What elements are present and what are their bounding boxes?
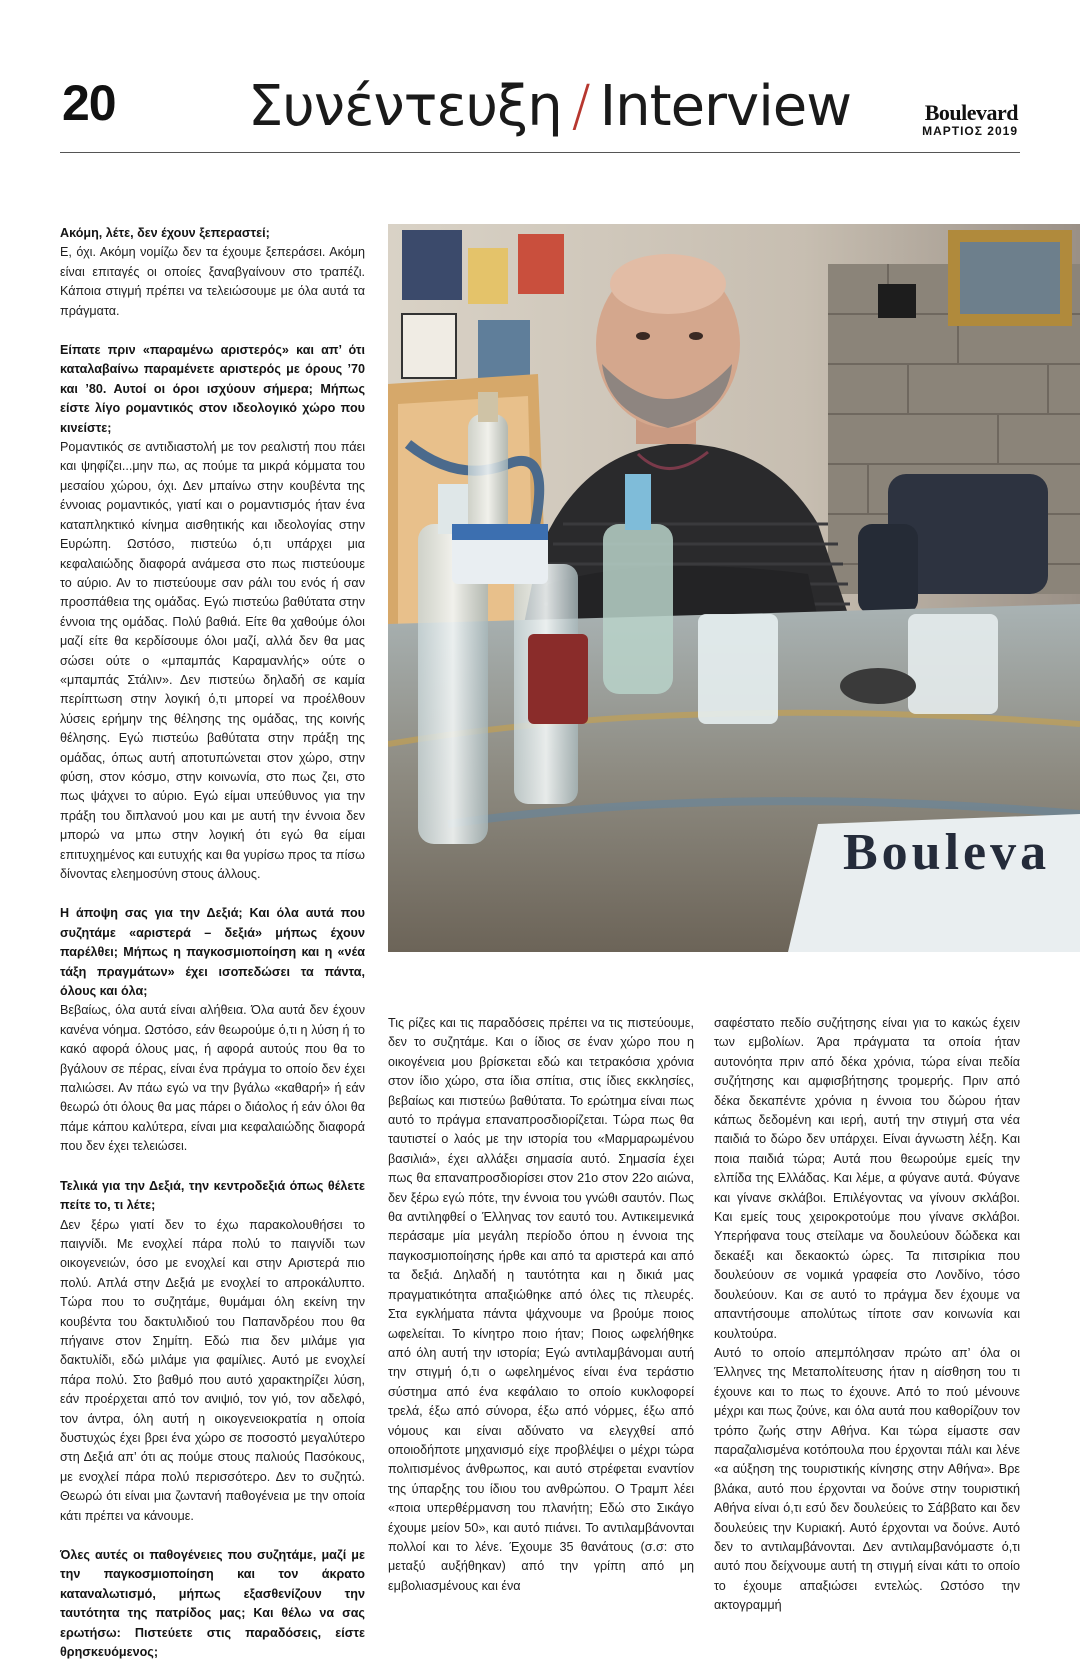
interview-question: Είπατε πριν «παραμένω αριστερός» και απ’ ότι καταλαβαίνω παραμένετε αριστερός με όρους ’70 και ’80. Αυτοί οι όροι ισχύουν σήμερα; Μήπως είστε λίγο ρομαντικός στον ιδεολογικό χώρο που κινείστε; [60,343,365,435]
interview-answer: Ρομαντικός σε αντιδιαστολή με τον ρεαλιστή που πάει και ψηφίζει...μην πω, ας πούμε τα μικρά κόμματα του μεσαίου χώρου, όχι. Δεν μπαίνω στην κουβέντα της έννοιας ρομαντικός, γιατί και ο ρομαντισμός ήταν ένα καταπληκτικό κίνημα αισθητικής και ιδεολογίας στην Ευρώπη. Ωστόσο, πιστεύω ό,τι υπάρχει μια κεφαλαιώδης διαφορά ανάμεσα στο πως πιστεύουμε το αύριο. Αν το πιστεύουμε σαν ράλι του ενός ή σαν προσπάθεια της ομάδας. Εγώ πιστεύω βαθύτατα στην έννοια της ομάδας. Πολύ βαθιά. Είτε θα χαθούμε όλοι μαζί είτε θα κερδίσουμε όλοι μαζί, αλλά δεν θα μας σώσει ούτε ο «μπαμπάς Καραμανλής» ούτε ο «μπαμπάς Στάλιν». Δεν πιστεύω δηλαδή σε καμία περίπτωση στην λογική ό,τι μπορεί να προέλθουν λύσεις ερήμην της θέλησης της ομάδας, της κοινής θέλησης. Εγώ πιστεύω βαθύτατα στην πράξη της ομάδας, όπως αυτή αποτυπώνεται στον χώρο, στην φύση, στον κόσμο, στην κοινωνία, στο πως ζει, στο πως ψάχνει το αύριο. Εγώ είμαι υπεύθυνος για την πράξη του διπλανού μου και με αυτή την έννοια δεν μπορώ να μπω στην λογική ότι εγώ θα είμαι επιτυχημένος και ευτυχής και θα γυρίσω προς τα πίσω δίνοντας ελεημοσύνη στους άλλους. [60,440,365,881]
title-english: Interview [599,74,852,139]
interview-answer: Δεν ξέρω γιατί δεν το έχω παρακολουθήσει το παιγνίδι. Με ενοχλεί πάρα πολύ το παιγνίδι των οικογενειών, όσο με ενοχλεί και στην Αριστερά πιο πολύ. Απλά στην Δεξιά με ενοχλεί το απροκάλυπτο. Τώρα που το συζητάμε, θυμάμαι όλη εκείνη την κουβέντα του δακτυλιδιού του Παπανδρέου που θα πήγαινε στον Σημίτη. Εδώ πια δεν μιλάμε για δακτυλίδι, εδώ μιλάμε για φαμίλιες. Αυτό με ενοχλεί πάρα πολύ. Στο βαθμό που αυτό χαρακτηρίζει λύση, εάν προέρχεται από τον ανιψιό, τον γιό, τον αδελφό, τον άντρα, όλη αυτή η οικογενειοκρατία η οποία δυστυχώς έχει βρει ένα χώρο σε ποσοστό μεγαλύτερο στη Δεξιά απ’ ότι ας πούμε στους παλιούς Πασόκους, με ενοχλεί πάρα πολύ περισσότερο. Δεν το συζητώ. Θεωρώ ότι είναι μια ζωντανή παθογένεια με την οποία κάτι πρέπει να κάνουμε. [60,1217,365,1523]
brand-block [922,102,1018,138]
article-column-1 [60,224,365,1662]
title-separator: / [571,74,590,139]
header-divider [60,152,1020,153]
article-column-3 [714,1014,1020,1616]
interview-answer: Αυτό το οποίο απεμπόλησαν πρώτο απ’ όλα οι Έλληνες της Μεταπολίτευσης ήταν η αίσθηση του τι έχουνε και το πως το έχουνε. Από το πού μένουνε μέχρι και πως ζούνε, και όλα αυτά που καθορίζουν τον τρόπο ζωής στην Αθήνα. Και τώρα είμαστε σαν παραζαλισμένα κοτόπουλα που έρχονται πάλι και λένε «α αύξηση της τουριστικής κίνησης στην Αθήνα». Βρε βλάκα, αυτό που έρχονται να δούνε στην τουριστική Αθήνα είναι ό,τι εσύ δεν δουλεύεις το Σάββατο και δεν δουλεύεις την Κυριακή. Αυτό έρχονται να δούνε. Αυτό δεν το αντιλαμβάνονται. Δεν αντιλαμβανόμαστε ό,τι αυτό που δείχνουμε αυτή τη στιγμή είναι κάτι το οποίο το έχουμε απαξιώσει εντελώς. Ωστόσο την ακτογραμμή [714,1345,1020,1613]
section-title [248,74,852,139]
photo-illustration [388,224,1080,952]
page-number: 20 [62,75,116,131]
article-column-2 [388,1014,694,1596]
photo-printed-word: Bouleva [843,824,1051,881]
qa-block [60,904,365,1156]
qa-block [60,1177,365,1526]
issue-date: ΜΑΡΤΙΟΣ 2019 [922,124,1018,138]
interview-question: Η άποψη σας για την Δεξιά; Και όλα αυτά που συζητάμε «αριστερά – δεξιά» μήπως έχουν παρέλθει; Μήπως η παγκοσμιοποίηση και η «νέα τάξη πραγμάτων» έχει ισοπεδώσει τα πάντα, όλους και όλα; [60,906,365,999]
brand-logo: Boulevard [924,100,1018,125]
interview-question: Όλες αυτές οι παθογένειες που συζητάμε, μαζί με την παγκοσμιοποίηση και τον άκρατο καταναλωτισμό, μήπως εξασθενίζουν την ταυτότητα της πατρίδος μας; Και θέλω να σας ερωτήσω: Πιστεύετε στις παραδόσεις, είστε θρησκευόμενος; [60,1548,365,1660]
interview-answer: Ε, όχι. Ακόμη νομίζω δεν τα έχουμε ξεπεράσει. Ακόμη είναι επιταγές οι οποίες ξαναβγαίνουν στο τραπέζι. Κάποια στιγμή πρέπει να τελειώσουμε με όλα αυτά τα πράγματα. [60,245,365,318]
qa-block [60,1546,365,1662]
interview-question: Τελικά για την Δεξιά, την κεντροδεξιά όπως θέλετε πείτε το, τι λέτε; [60,1178,365,1213]
interview-answer: Βεβαίως, όλα αυτά είναι αλήθεια. Όλα αυτά δεν έχουν κανένα νόημα. Ωστόσο, εάν θεωρούμε ό,τι η λύση ή το κακό αφορά όλους μας, ή αφορά αυτούς που θα το βγάλουν σε πέρας, είναι ένα πράγμα το οποίο δεν έχει παλιώσει. Αν πάω εγώ να την βγάλω «καθαρή» ή εάν θεωρώ ότι όλους θα μας πάρει ο διάολος ή εάν όλοι θα πάμε κάπου καλύτερα, είναι μια κεφαλαιώδης διαφορά που δεν έχει τελειώσει. [60,1003,365,1154]
title-greek: Συνέντευξη [248,74,562,139]
interview-answer: σαφέστατο πεδίο συζήτησης είναι για το κακώς έχειν των εμβολίων. Άρα πράγματα τα οποία ήταν αυτονόητα πριν από δέκα χρόνια, τώρα είναι πεδία συζήτησης και αμφισβήτησης τρομερής. Πριν από δέκα δεκαπέντε χρόνια η έννοια του δώρου ήταν κάπως δεδομένη και ιερή, αυτή την στιγμή στα νέα παιδιά το δώρο δεν υπάρχει. Είναι άγνωστη λέξη. Και ποια παιδιά τώρα; Αυτά που θεωρούμε εμείς την ελπίδα της Ελλάδας. Και λέμε, α φύγανε αυτά. Φύγανε και γίνανε σκλάβοι. Επιλέγοντας να γίνουν σκλάβοι. Και εμείς τους χειροκροτούμε που γίνανε σκλάβοι. Υπερήφανα τους στείλαμε να δουλεύουν δώδεκα και δεκαέξι και δεκαοκτώ ώρες. Τα πιτσιρίκια που δουλεύουν σε νομικά γραφεία στο Λονδίνο, τόσο δουλεύουν. Και σε αυτό το πράγμα δεν έχουμε να απαντήσουμε απολύτως τίποτε σαν κοινωνία και κουλτούρα. [714,1016,1020,1341]
qa-block [60,224,365,321]
interview-photo [388,224,1080,952]
interview-answer: Τις ρίζες και τις παραδόσεις πρέπει να τις πιστεύουμε, δεν το συζητάμε. Και ο ίδιος σε έναν χώρο που η οικογένεια μου βρίσκεται εδώ και τετρακόσια χρόνια στον ίδιο χώρο, στα ίδια σπίτια, στις ίδιες εκκλησίες, βεβαίως και πιστεύω βαθύτατα. Το ερώτημα είναι πως αυτό το πράγμα επαναπροσδιορίζεται. Τώρα πως θα ταυτιστεί ο λαός με την ιστορία του «Μαρμαρωμένου βασιλιά», έχει αλλάξει σημασία αυτό. Σημασία έχει πως θα επαναπροσδιορίσει στον 21ο στον 22ο αιώνα, δεν ξέρω εγώ πότε, την έννοια του γνώθι σαυτόν. Πως θα αντιληφθεί ο Έλληνας τον εαυτό του. Αντικειμενικά περάσαμε μία μεγάλη περίοδο όπου η έννοια της παγκοσμιοποίησης ήρθε και από τα αριστερά και από τα δεξιά. Δηλαδή η ταυτότητα και η δικιά μας πραγματικότητα απαξιώθηκε από όλες τις πλευρές. Στα εγκλήματα πάντα ψάχνουμε να βρούμε ποιος ωφελείται. Το κίνητρο ποιο ήταν; Ποιος ωφελήθηκε από όλη αυτή την ιστορία; Εγώ αντιλαμβάνομαι αυτή την στιγμή ό,τι ο ωφελημένος είναι ένα τεράστιο σύστημα από ένα κεφάλαιο το οποίο κυκλοφορεί τρελά, έξω από σύνορα, έξω από νόρμες, έξω από νόμους και είναι αδύνατο να ελεγχθεί από οποιοδήποτε μηχανισμό είχε προβλέψει ο μέχρι τώρα πολιτισμένος άνθρωπος, και αυτό στρέφεται εναντίον της ύπαρξης του ίδιου του ανθρώπου. Ο Τραμπ λέει «ποια υπερθέρμανση του πλανήτη; Εδώ στο Σικάγο έχουμε μείον 50», και αυτό πιάνει. Το αντιλαμβάνονται πολλοί και το λένε. Έχουμε 35 θανάτους (σ.σ: στο μεταξύ αυξήθηκαν) από την γρίπη από μη εμβολιασμένους και ένα [388,1016,694,1593]
interview-question: Ακόμη, λέτε, δεν έχουν ξεπεραστεί; [60,226,270,240]
qa-block [60,341,365,884]
